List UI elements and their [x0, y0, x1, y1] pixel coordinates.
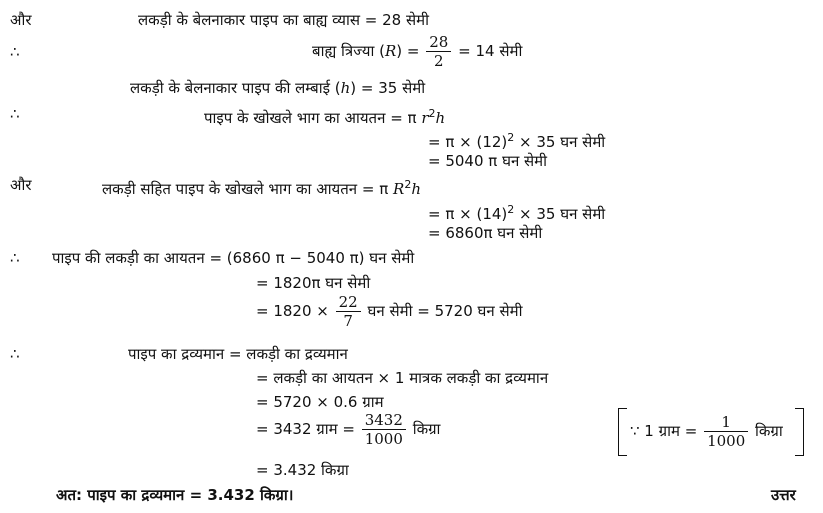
fraction-denominator: 1000	[707, 432, 746, 450]
outer-radius-line	[312, 32, 522, 70]
exponent: 2	[507, 203, 515, 216]
outer-radius-eq: ) =	[396, 42, 420, 60]
var-R: R	[384, 42, 397, 60]
step-left: = 3432 ग्राम =	[256, 420, 355, 438]
note-left: ∵ 1 ग्राम =	[630, 422, 698, 440]
fraction-numerator: 3432	[362, 411, 406, 430]
final-answer: अत: पाइप का द्रव्यमान = 3.432 किग्रा।	[56, 486, 294, 504]
line-marker-aur: और	[10, 11, 32, 29]
hollow-volume-result: = 5040 π घन सेमी	[428, 152, 548, 170]
total-volume-line	[102, 175, 421, 199]
var-h: h	[411, 180, 421, 198]
var-R: R	[393, 180, 405, 198]
mass-step1: = लकड़ी का आयतन × 1 मात्रक लकड़ी का द्रव्यमान	[256, 369, 549, 387]
line-marker-aur: और	[10, 176, 32, 194]
total-volume-result: = 6860π घन सेमी	[428, 224, 543, 242]
left-bracket	[618, 408, 627, 456]
step-right: किग्रा	[412, 420, 441, 438]
step-left: = π × (12)	[428, 133, 508, 151]
wood-volume-step1: = 1820π घन सेमी	[256, 274, 371, 292]
mass-step2: = 5720 × 0.6 ग्राम	[256, 393, 384, 411]
outer-radius-result: = 14 सेमी	[458, 42, 523, 60]
exponent: 2	[428, 107, 436, 120]
outer-diameter-line: लकड़ी के बेलनाकार पाइप का बाह्य व्यास = 28 सेमी	[138, 11, 429, 29]
fraction-denominator: 1000	[364, 430, 403, 448]
var-h: h	[435, 109, 446, 127]
fraction-28-2	[426, 33, 451, 70]
fraction-1-1000	[704, 413, 748, 450]
wood-volume-step2	[256, 292, 522, 330]
hollow-volume-line	[204, 104, 445, 128]
therefore-symbol: ∴	[10, 105, 20, 123]
note-right: किग्रा	[755, 422, 783, 440]
total-volume-step1	[428, 200, 605, 224]
total-volume-label: लकड़ी सहित पाइप के खोखले भाग का आयतन = π	[102, 180, 389, 198]
gram-conversion-note	[630, 412, 783, 450]
step-left: = π × (14)	[428, 205, 508, 223]
fraction-numerator: 1	[704, 413, 748, 432]
var-r: r	[421, 109, 429, 127]
therefore-symbol: ∴	[10, 43, 20, 61]
step-right: घन सेमी = 5720 घन सेमी	[367, 302, 523, 320]
length-label: लकड़ी के बेलनाकार पाइप की लम्बाई (	[130, 79, 341, 97]
therefore-symbol: ∴	[10, 249, 20, 267]
fraction-denominator: 7	[343, 312, 353, 330]
mass-result: = 3.432 किग्रा	[256, 461, 349, 479]
hollow-volume-step1	[428, 128, 605, 152]
fraction-numerator: 28	[426, 33, 451, 52]
mass-line: पाइप का द्रव्यमान = लकड़ी का द्रव्यमान	[128, 345, 348, 363]
step-right: × 35 घन सेमी	[514, 205, 606, 223]
fraction-3432-1000	[362, 411, 406, 448]
step-left: = 1820 ×	[256, 302, 329, 320]
hollow-volume-label: पाइप के खोखले भाग का आयतन = π	[204, 109, 417, 127]
fraction-22-7	[336, 293, 361, 330]
length-line	[130, 78, 425, 98]
mass-step3	[256, 410, 440, 448]
exponent: 2	[507, 131, 515, 144]
outer-radius-label: बाह्य त्रिज्या (	[312, 42, 385, 60]
exponent: 2	[404, 178, 412, 191]
wood-volume-line: पाइप की लकड़ी का आयतन = (6860 π − 5040 π) घन सेमी	[52, 249, 415, 267]
length-result: ) = 35 सेमी	[350, 79, 426, 97]
answer-label: उत्तर	[771, 486, 796, 504]
therefore-symbol: ∴	[10, 345, 20, 363]
fraction-denominator: 2	[434, 52, 444, 70]
step-right: × 35 घन सेमी	[514, 133, 606, 151]
var-h: h	[340, 79, 351, 97]
right-bracket	[795, 408, 804, 456]
fraction-numerator: 22	[336, 293, 361, 312]
